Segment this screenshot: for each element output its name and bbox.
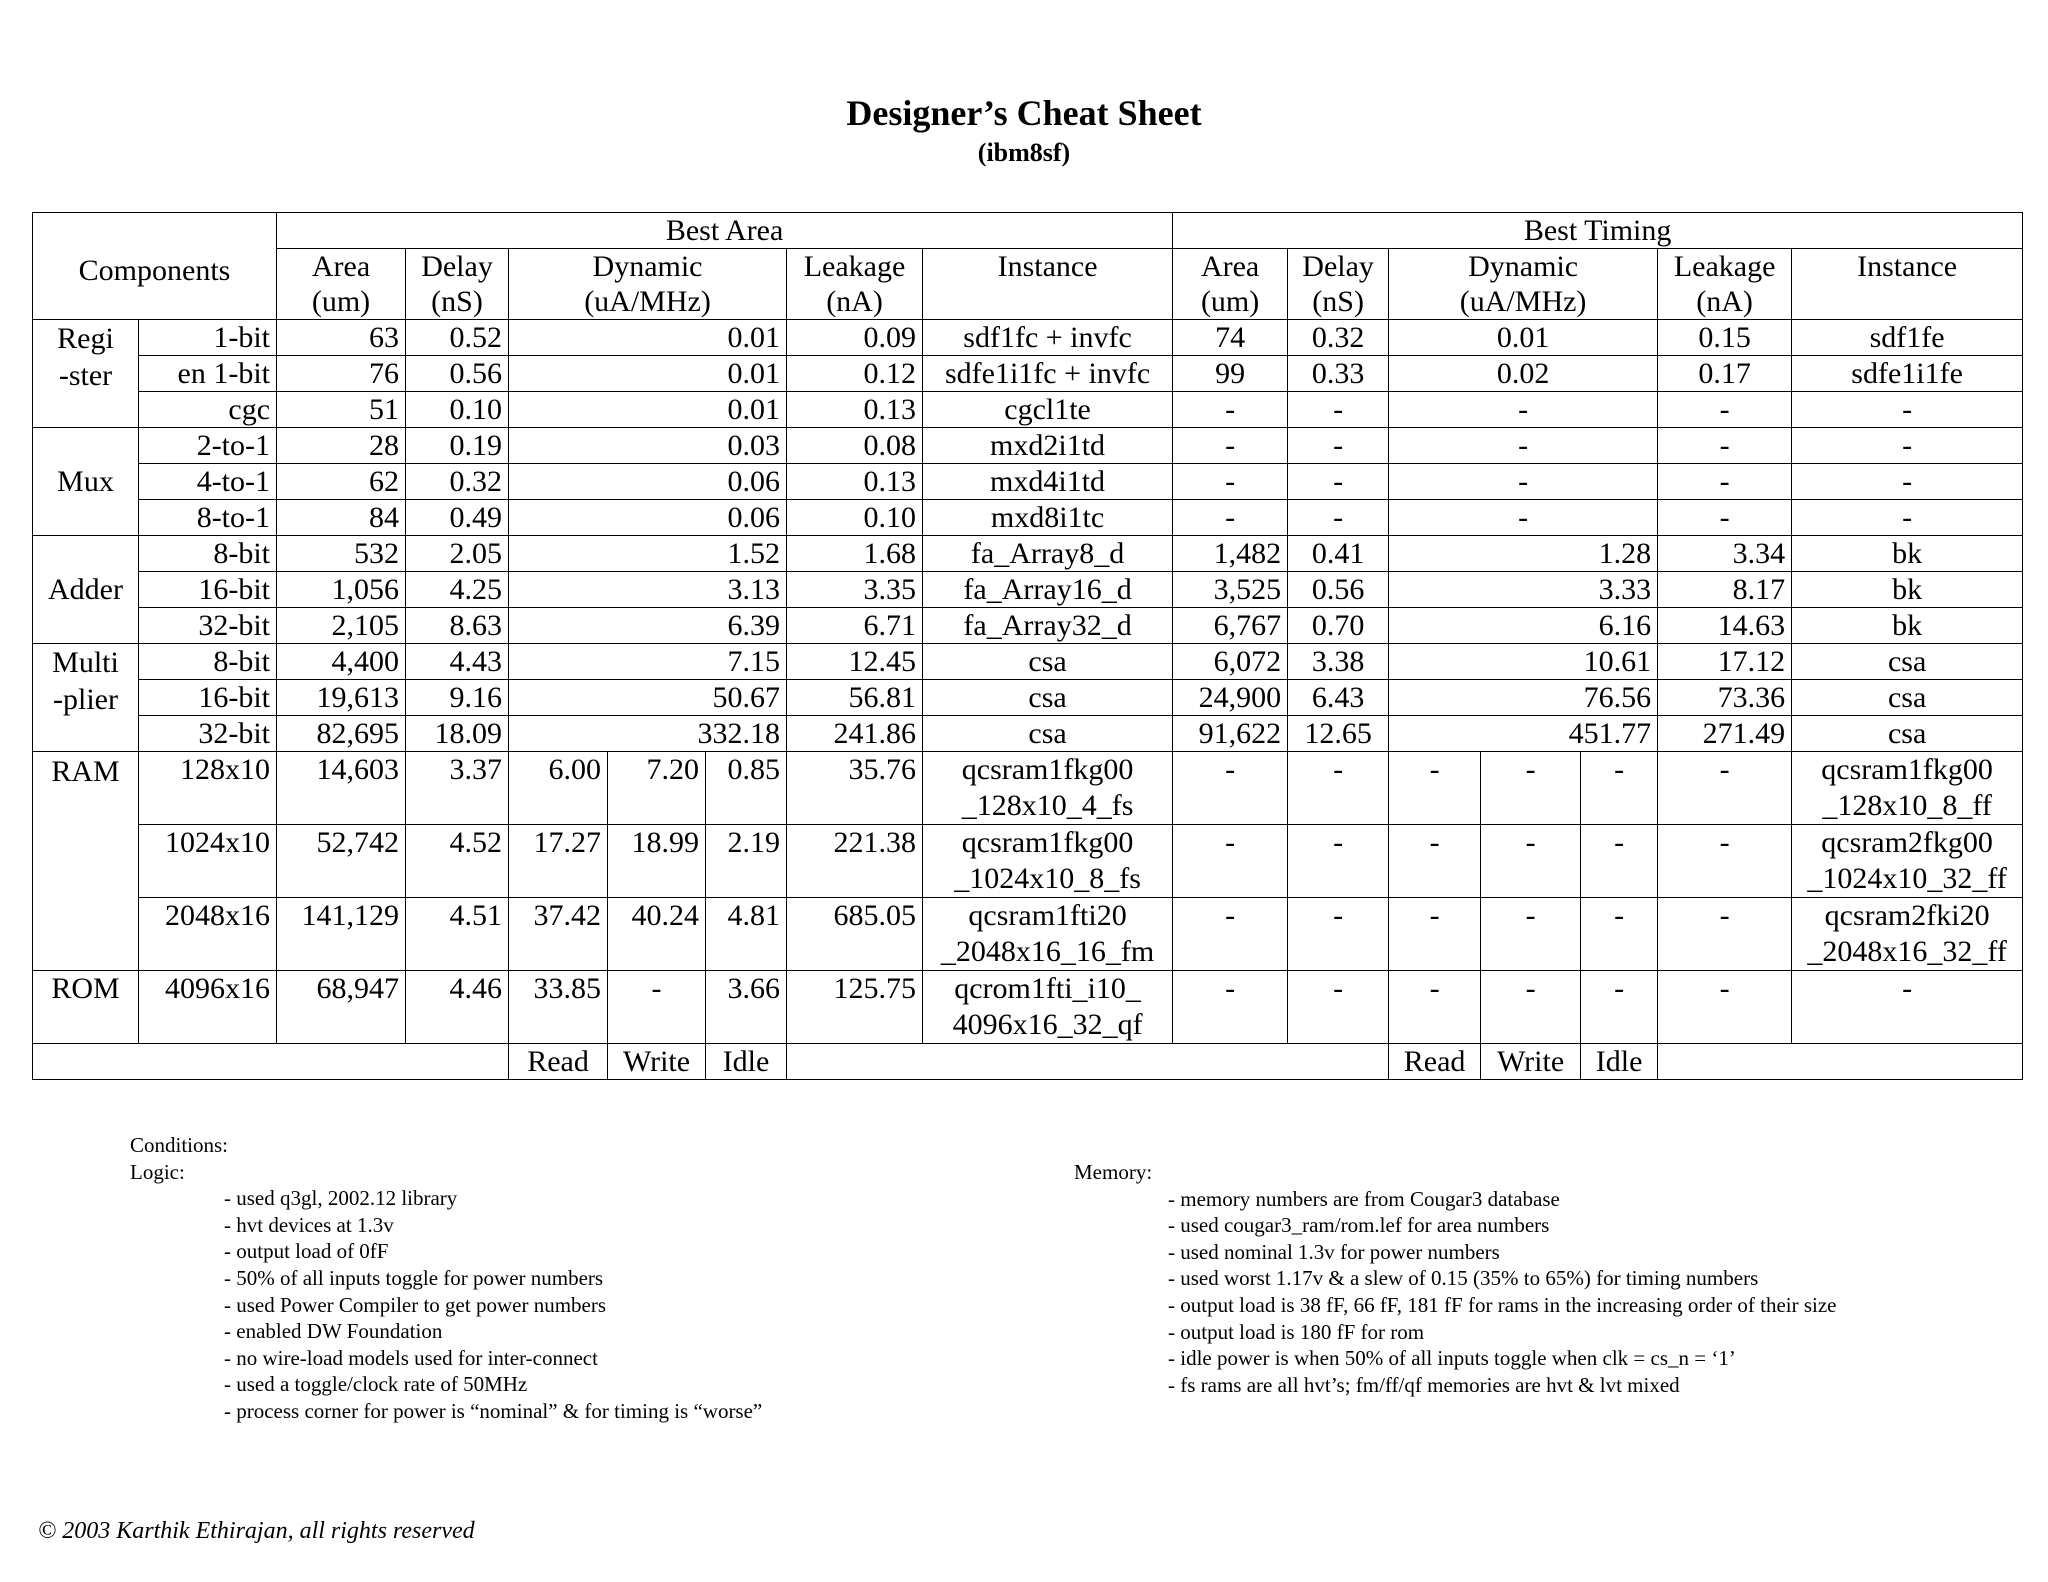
header-row-units — [33, 284, 2023, 320]
logic-note: - output load of 0fF — [224, 1239, 389, 1264]
memory-row — [33, 752, 2023, 825]
leakage-value: 685.05 — [787, 898, 923, 971]
t-dynamic-value: 6.16 — [1389, 608, 1658, 644]
component-size: 8-bit — [139, 536, 277, 572]
component-size: 16-bit — [139, 680, 277, 716]
best-area-header: Best Area — [277, 213, 1173, 249]
t-leakage-value: - — [1658, 500, 1792, 536]
memory-note: - output load is 38 fF, 66 fF, 181 fF for rams in the increasing order of their size — [1168, 1292, 1837, 1317]
t-delay-value: - — [1288, 392, 1389, 428]
t-dash-value: - — [1581, 898, 1658, 971]
write-value: 18.99 — [608, 825, 706, 898]
t-leakage-value: 3.34 — [1658, 536, 1792, 572]
t-delay-value: 0.33 — [1288, 356, 1389, 392]
table-row — [33, 464, 2023, 500]
group-label-register: Regi -ster — [33, 320, 139, 428]
table-row — [33, 680, 2023, 716]
t-delay-value: 12.65 — [1288, 716, 1389, 752]
instance-value: qcsram1fkg00 _128x10_4_fs — [923, 752, 1173, 825]
table-row — [33, 320, 2023, 356]
leakage-value: 0.08 — [787, 428, 923, 464]
memory-row — [33, 898, 2023, 971]
t-dash-value: - — [1581, 825, 1658, 898]
memory-note: - memory numbers are from Cougar3 database — [1168, 1186, 1560, 1211]
t-dynamic-value: - — [1389, 428, 1658, 464]
t-dash-value: - — [1481, 971, 1581, 1044]
area-value: 28 — [277, 428, 406, 464]
leakage-value: 241.86 — [787, 716, 923, 752]
delay-value: 0.32 — [406, 464, 509, 500]
logic-note: - used a toggle/clock rate of 50MHz — [224, 1372, 528, 1397]
leakage-unit: (nA) — [787, 284, 923, 320]
group-label-adder: Adder — [33, 536, 139, 644]
instance-value: mxd2i1td — [923, 428, 1173, 464]
component-size: 16-bit — [139, 572, 277, 608]
read-value: 17.27 — [509, 825, 608, 898]
leakage-value: 35.76 — [787, 752, 923, 825]
dynamic-value: 332.18 — [509, 716, 787, 752]
dynamic-value: 6.39 — [509, 608, 787, 644]
instance-value: qcsram1fti20 _2048x16_16_fm — [923, 898, 1173, 971]
t-area-unit: (um) — [1173, 284, 1288, 320]
t-leakage-value: 8.17 — [1658, 572, 1792, 608]
t-area-value: 99 — [1173, 356, 1288, 392]
leakage-value: 56.81 — [787, 680, 923, 716]
t-dash-value: - — [1658, 825, 1792, 898]
logic-note: - used q3gl, 2002.12 library — [224, 1186, 458, 1211]
delay-unit: (nS) — [406, 284, 509, 320]
idle-value: 3.66 — [706, 971, 787, 1044]
logic-conditions — [130, 1132, 762, 1425]
table-row — [33, 608, 2023, 644]
t-dynamic-unit: (uA/MHz) — [1389, 284, 1658, 320]
conditions-heading: Conditions: — [130, 1133, 229, 1157]
area-value: 82,695 — [277, 716, 406, 752]
t-instance-value: bk — [1792, 572, 2023, 608]
memory-row — [33, 825, 2023, 898]
read-value: 33.85 — [509, 971, 608, 1044]
instance-value: fa_Array32_d — [923, 608, 1173, 644]
dynamic-value: 1.52 — [509, 536, 787, 572]
t-dash-value: - — [1389, 898, 1481, 971]
write-value: 7.20 — [608, 752, 706, 825]
group-label-ram: RAM — [33, 752, 139, 971]
t-dynamic-value: 10.61 — [1389, 644, 1658, 680]
t-dynamic-value: 0.01 — [1389, 320, 1658, 356]
t-delay-value: 0.41 — [1288, 536, 1389, 572]
instance-value: mxd4i1td — [923, 464, 1173, 500]
read-value: 6.00 — [509, 752, 608, 825]
dynamic-unit: (uA/MHz) — [509, 284, 787, 320]
t-dash-value: - — [1581, 971, 1658, 1044]
t-delay-value: 6.43 — [1288, 680, 1389, 716]
area-value: 14,603 — [277, 752, 406, 825]
memory-row — [33, 971, 2023, 1044]
write-value: 40.24 — [608, 898, 706, 971]
t-instance-value: qcsram2fkg00 _1024x10_32_ff — [1792, 825, 2023, 898]
t-area-value: 6,767 — [1173, 608, 1288, 644]
t-instance-value: - — [1792, 428, 2023, 464]
area-unit: (um) — [277, 284, 406, 320]
instance-value: qcrom1fti_i10_ 4096x16_32_qf — [923, 971, 1173, 1044]
delay-value: 4.46 — [406, 971, 509, 1044]
t-dash-value: - — [1581, 752, 1658, 825]
dynamic-value: 0.06 — [509, 500, 787, 536]
memory-note: - used cougar3_ram/rom.lef for area numbers — [1168, 1213, 1550, 1238]
t-dynamic-value: 0.02 — [1389, 356, 1658, 392]
t-leakage-value: 271.49 — [1658, 716, 1792, 752]
dynamic-value: 0.01 — [509, 320, 787, 356]
t-instance-value: csa — [1792, 716, 2023, 752]
instance-value: fa_Array16_d — [923, 572, 1173, 608]
group-label-rom: ROM — [33, 971, 139, 1044]
t-area-value: 24,900 — [1173, 680, 1288, 716]
delay-value: 8.63 — [406, 608, 509, 644]
leakage-value: 12.45 — [787, 644, 923, 680]
t-delay-col-header: Delay — [1288, 249, 1389, 285]
area-value: 68,947 — [277, 971, 406, 1044]
t-dash-value: - — [1389, 825, 1481, 898]
leakage-value: 6.71 — [787, 608, 923, 644]
t-leakage-value: 0.15 — [1658, 320, 1792, 356]
t-dash-value: - — [1481, 898, 1581, 971]
t-instance-value: csa — [1792, 644, 2023, 680]
component-size: 32-bit — [139, 608, 277, 644]
t-area-col-header: Area — [1173, 249, 1288, 285]
footer-blank-mid — [787, 1044, 1389, 1080]
t-instance-col-header: Instance — [1792, 249, 2023, 285]
memory-note: - output load is 180 fF for rom — [1168, 1319, 1425, 1344]
t-dynamic-value: 76.56 — [1389, 680, 1658, 716]
memory-label: Memory: — [1074, 1160, 1153, 1184]
memory-conditions — [1074, 1159, 1837, 1398]
table-row — [33, 536, 2023, 572]
t-dash-value: - — [1173, 898, 1288, 971]
cheat-sheet-table — [32, 212, 2023, 1080]
footer-row — [33, 1044, 2023, 1080]
area-value: 2,105 — [277, 608, 406, 644]
idle-value: 0.85 — [706, 752, 787, 825]
delay-value: 0.56 — [406, 356, 509, 392]
t-area-value: 1,482 — [1173, 536, 1288, 572]
components-header: Components — [33, 213, 277, 320]
copyright: © 2003 Karthik Ethirajan, all rights reserved — [38, 1518, 475, 1544]
area-value: 51 — [277, 392, 406, 428]
component-size: 128x10 — [139, 752, 277, 825]
table-row — [33, 356, 2023, 392]
page-title: Designer’s Cheat Sheet — [846, 93, 1202, 133]
t-dash-value: - — [1173, 971, 1288, 1044]
t-instance-value: sdf1fe — [1792, 320, 2023, 356]
t-instance-unit-blank — [1792, 284, 2023, 320]
component-size: 2-to-1 — [139, 428, 277, 464]
instance-unit-blank — [923, 284, 1173, 320]
leakage-value: 0.13 — [787, 464, 923, 500]
t-dash-value: - — [1658, 898, 1792, 971]
table-row — [33, 428, 2023, 464]
instance-value: sdfe1i1fc + invfc — [923, 356, 1173, 392]
component-size: en 1-bit — [139, 356, 277, 392]
t-dash-value: - — [1288, 752, 1389, 825]
idle-value: 2.19 — [706, 825, 787, 898]
t-area-value: - — [1173, 464, 1288, 500]
logic-note: - enabled DW Foundation — [224, 1319, 443, 1344]
leakage-value: 0.10 — [787, 500, 923, 536]
dynamic-col-header: Dynamic — [509, 249, 787, 285]
memory-note: - idle power is when 50% of all inputs toggle when clk = cs_n = ‘1’ — [1168, 1346, 1736, 1371]
component-size: 4096x16 — [139, 971, 277, 1044]
page-subtitle: (ibm8sf) — [977, 138, 1071, 167]
header-row-columns — [33, 249, 2023, 285]
leakage-value: 1.68 — [787, 536, 923, 572]
area-value: 52,742 — [277, 825, 406, 898]
delay-value: 3.37 — [406, 752, 509, 825]
t-instance-value: qcsram1fkg00 _128x10_8_ff — [1792, 752, 2023, 825]
dynamic-value: 50.67 — [509, 680, 787, 716]
instance-value: fa_Array8_d — [923, 536, 1173, 572]
t-dash-value: - — [1658, 752, 1792, 825]
area-value: 84 — [277, 500, 406, 536]
footer-write: Write — [608, 1044, 706, 1080]
component-size: 32-bit — [139, 716, 277, 752]
instance-value: csa — [923, 644, 1173, 680]
t-instance-value: csa — [1792, 680, 2023, 716]
instance-value: sdf1fc + invfc — [923, 320, 1173, 356]
component-size: cgc — [139, 392, 277, 428]
delay-value: 18.09 — [406, 716, 509, 752]
group-label-mux: Mux — [33, 428, 139, 536]
t-dynamic-col-header: Dynamic — [1389, 249, 1658, 285]
best-timing-header: Best Timing — [1173, 213, 2023, 249]
memory-note: - fs rams are all hvt’s; fm/ff/qf memories are hvt & lvt mixed — [1168, 1372, 1680, 1397]
t-leakage-value: - — [1658, 428, 1792, 464]
memory-note: - used nominal 1.3v for power numbers — [1168, 1239, 1500, 1264]
table-row — [33, 500, 2023, 536]
t-dynamic-value: - — [1389, 464, 1658, 500]
component-size: 8-bit — [139, 644, 277, 680]
t-dash-value: - — [1288, 825, 1389, 898]
component-size: 2048x16 — [139, 898, 277, 971]
t-delay-unit: (nS) — [1288, 284, 1389, 320]
logic-note: - 50% of all inputs toggle for power numbers — [224, 1265, 604, 1290]
leakage-col-header: Leakage — [787, 249, 923, 285]
footer-read: Read — [509, 1044, 608, 1080]
t-area-value: 91,622 — [1173, 716, 1288, 752]
t-leakage-col-header: Leakage — [1658, 249, 1792, 285]
delay-value: 0.49 — [406, 500, 509, 536]
t-dynamic-value: 1.28 — [1389, 536, 1658, 572]
t-area-value: - — [1173, 392, 1288, 428]
delay-value: 4.51 — [406, 898, 509, 971]
area-value: 4,400 — [277, 644, 406, 680]
t-delay-value: - — [1288, 500, 1389, 536]
t-leakage-value: 14.63 — [1658, 608, 1792, 644]
logic-note: - process corner for power is “nominal” & for timing is “worse” — [224, 1398, 763, 1423]
write-value: - — [608, 971, 706, 1044]
delay-value: 4.25 — [406, 572, 509, 608]
delay-value: 0.10 — [406, 392, 509, 428]
group-label-multiplier: Multi -plier — [33, 644, 139, 752]
t-leakage-unit: (nA) — [1658, 284, 1792, 320]
delay-col-header: Delay — [406, 249, 509, 285]
footer-t-read: Read — [1389, 1044, 1481, 1080]
t-delay-value: - — [1288, 428, 1389, 464]
t-dash-value: - — [1173, 752, 1288, 825]
area-value: 141,129 — [277, 898, 406, 971]
t-area-value: 74 — [1173, 320, 1288, 356]
t-dynamic-value: 3.33 — [1389, 572, 1658, 608]
t-instance-value: - — [1792, 464, 2023, 500]
dynamic-value: 3.13 — [509, 572, 787, 608]
logic-note: - used Power Compiler to get power numbers — [224, 1292, 607, 1317]
t-dash-value: - — [1481, 825, 1581, 898]
delay-value: 2.05 — [406, 536, 509, 572]
dynamic-value: 7.15 — [509, 644, 787, 680]
footer-blank — [33, 1044, 509, 1080]
t-dash-value: - — [1481, 752, 1581, 825]
header-row-sections — [33, 213, 2023, 249]
instance-value: csa — [923, 716, 1173, 752]
t-area-value: - — [1173, 428, 1288, 464]
memory-note: - used worst 1.17v & a slew of 0.15 (35% to 65%) for timing numbers — [1168, 1266, 1759, 1291]
area-value: 19,613 — [277, 680, 406, 716]
component-size: 8-to-1 — [139, 500, 277, 536]
t-dash-value: - — [1173, 825, 1288, 898]
area-value: 63 — [277, 320, 406, 356]
t-dash-value: - — [1288, 898, 1389, 971]
t-dynamic-value: - — [1389, 392, 1658, 428]
instance-value: qcsram1fkg00 _1024x10_8_fs — [923, 825, 1173, 898]
table-row — [33, 572, 2023, 608]
leakage-value: 125.75 — [787, 971, 923, 1044]
t-leakage-value: - — [1658, 464, 1792, 500]
t-dash-value: - — [1389, 752, 1481, 825]
table-row — [33, 644, 2023, 680]
logic-note: - no wire-load models used for inter-connect — [224, 1345, 598, 1370]
leakage-value: 221.38 — [787, 825, 923, 898]
delay-value: 9.16 — [406, 680, 509, 716]
delay-value: 4.43 — [406, 644, 509, 680]
footer-idle: Idle — [706, 1044, 787, 1080]
t-dash-value: - — [1389, 971, 1481, 1044]
t-delay-value: 0.32 — [1288, 320, 1389, 356]
delay-value: 4.52 — [406, 825, 509, 898]
t-leakage-value: 0.17 — [1658, 356, 1792, 392]
t-leakage-value: - — [1658, 392, 1792, 428]
t-delay-value: - — [1288, 464, 1389, 500]
component-size: 4-to-1 — [139, 464, 277, 500]
logic-note: - hvt devices at 1.3v — [224, 1212, 394, 1237]
instance-col-header: Instance — [923, 249, 1173, 285]
area-value: 1,056 — [277, 572, 406, 608]
t-area-value: 6,072 — [1173, 644, 1288, 680]
instance-value: cgcl1te — [923, 392, 1173, 428]
leakage-value: 0.13 — [787, 392, 923, 428]
t-instance-value: qcsram2fki20 _2048x16_32_ff — [1792, 898, 2023, 971]
footer-t-idle: Idle — [1581, 1044, 1658, 1080]
t-delay-value: 0.56 — [1288, 572, 1389, 608]
t-delay-value: 3.38 — [1288, 644, 1389, 680]
dynamic-value: 0.01 — [509, 356, 787, 392]
t-dash-value: - — [1288, 971, 1389, 1044]
component-size: 1-bit — [139, 320, 277, 356]
t-leakage-value: 17.12 — [1658, 644, 1792, 680]
area-value: 62 — [277, 464, 406, 500]
area-col-header: Area — [277, 249, 406, 285]
idle-value: 4.81 — [706, 898, 787, 971]
footer-t-write: Write — [1481, 1044, 1581, 1080]
dynamic-value: 0.06 — [509, 464, 787, 500]
t-delay-value: 0.70 — [1288, 608, 1389, 644]
read-value: 37.42 — [509, 898, 608, 971]
instance-value: mxd8i1tc — [923, 500, 1173, 536]
t-dynamic-value: - — [1389, 500, 1658, 536]
t-area-value: - — [1173, 500, 1288, 536]
t-dynamic-value: 451.77 — [1389, 716, 1658, 752]
leakage-value: 3.35 — [787, 572, 923, 608]
t-instance-value: bk — [1792, 536, 2023, 572]
t-instance-value: sdfe1i1fe — [1792, 356, 2023, 392]
area-value: 532 — [277, 536, 406, 572]
table-row — [33, 716, 2023, 752]
t-instance-value: - — [1792, 971, 2023, 1044]
delay-value: 0.19 — [406, 428, 509, 464]
t-leakage-value: 73.36 — [1658, 680, 1792, 716]
t-instance-value: bk — [1792, 608, 2023, 644]
table-row — [33, 392, 2023, 428]
leakage-value: 0.09 — [787, 320, 923, 356]
delay-value: 0.52 — [406, 320, 509, 356]
t-dash-value: - — [1658, 971, 1792, 1044]
t-instance-value: - — [1792, 500, 2023, 536]
t-instance-value: - — [1792, 392, 2023, 428]
t-area-value: 3,525 — [1173, 572, 1288, 608]
component-size: 1024x10 — [139, 825, 277, 898]
area-value: 76 — [277, 356, 406, 392]
footer-blank-end — [1658, 1044, 2023, 1080]
dynamic-value: 0.03 — [509, 428, 787, 464]
leakage-value: 0.12 — [787, 356, 923, 392]
dynamic-value: 0.01 — [509, 392, 787, 428]
logic-label: Logic: — [130, 1159, 185, 1184]
instance-value: csa — [923, 680, 1173, 716]
